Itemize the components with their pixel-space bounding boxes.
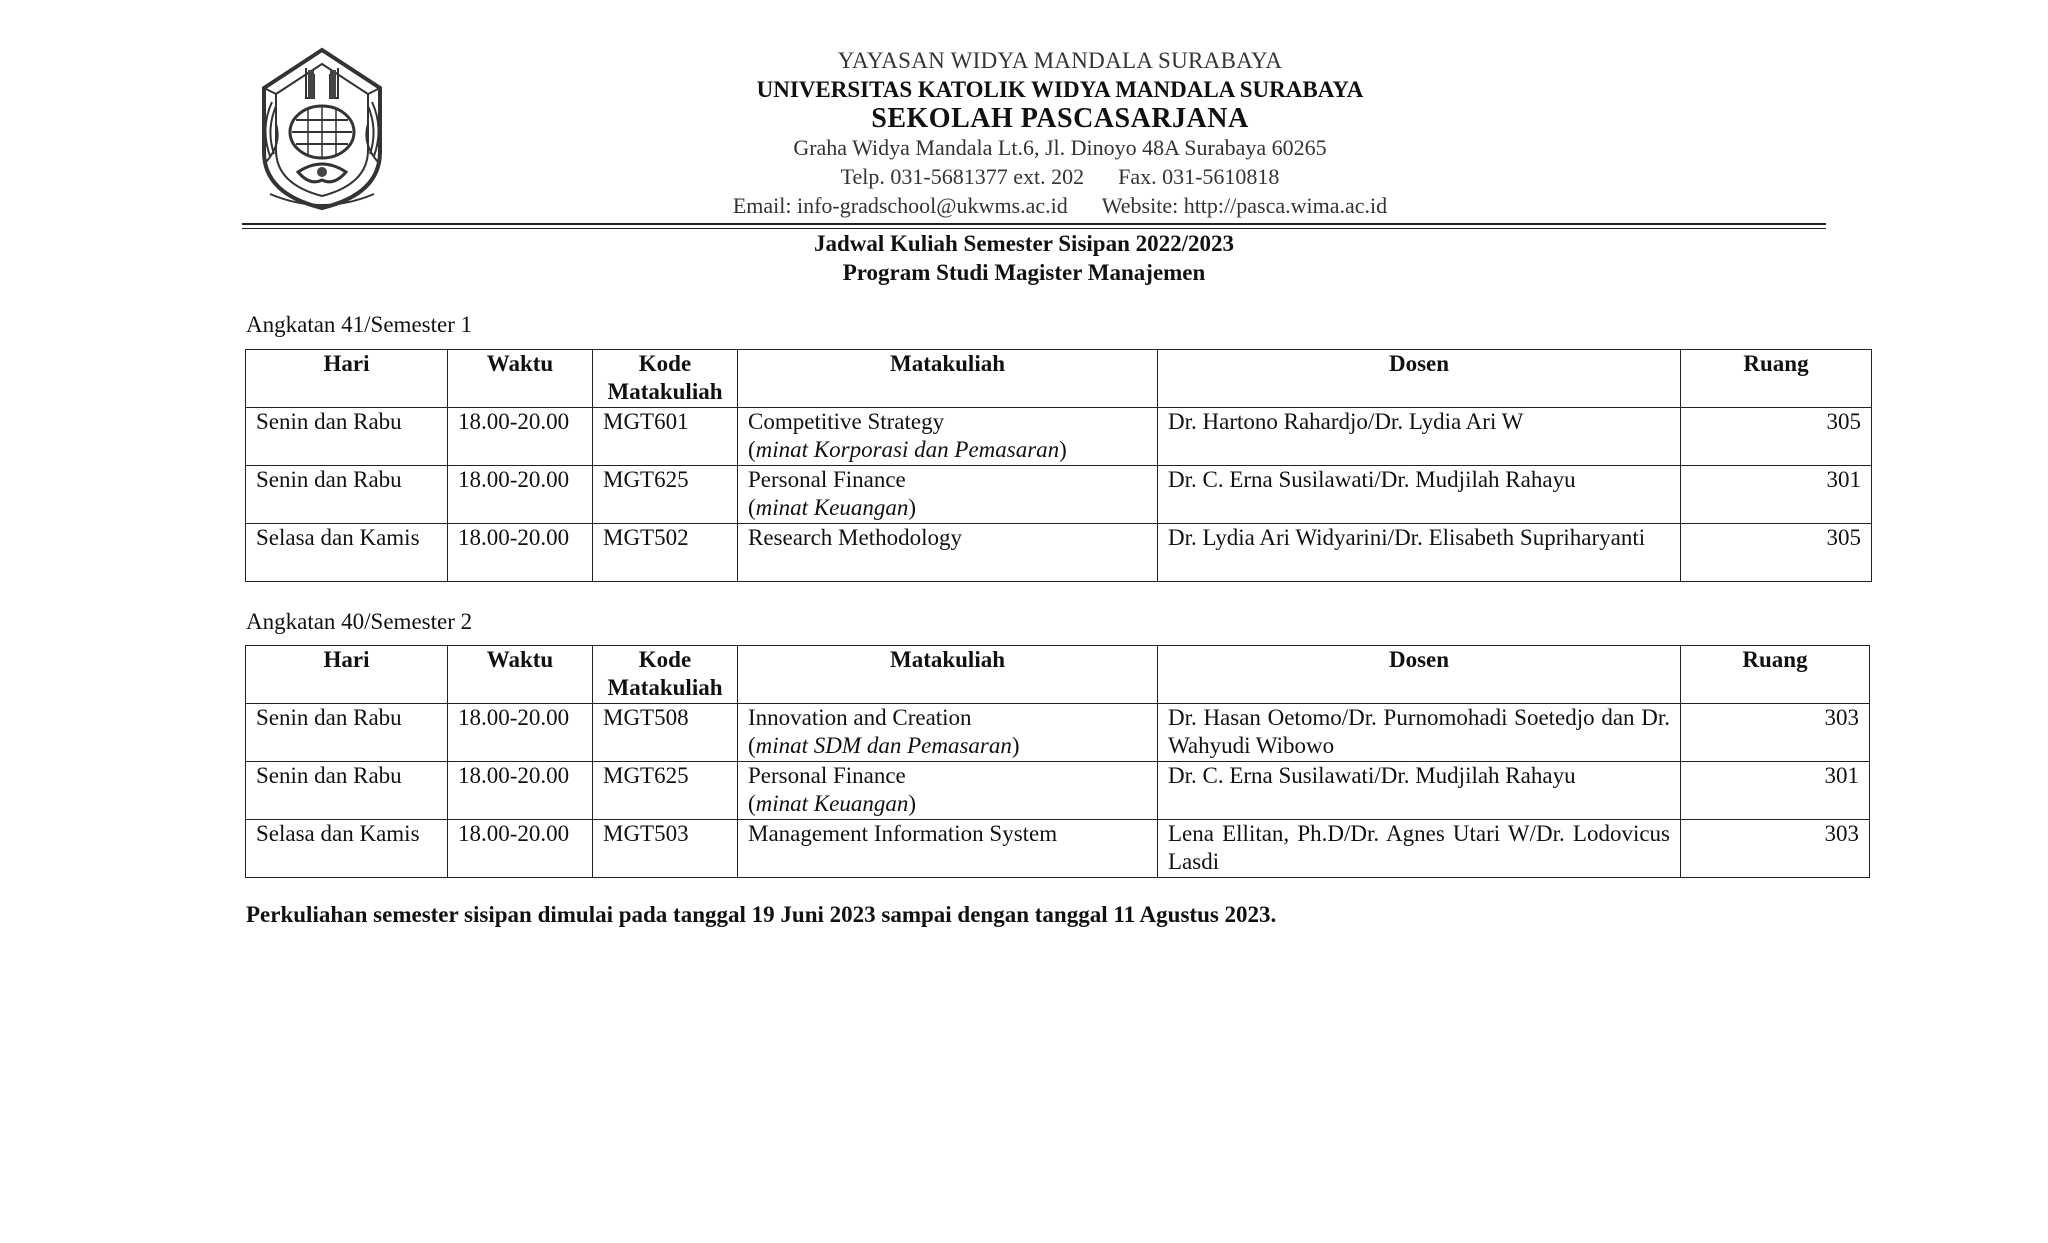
header-matakuliah: Matakuliah <box>738 646 1158 704</box>
cell-ruang: 301 <box>1681 466 1872 524</box>
cell-waktu: 18.00-20.00 <box>448 408 593 466</box>
table-row <box>246 820 1870 878</box>
cohort-label: Angkatan 41/Semester 1 <box>246 312 473 337</box>
cell-ruang: 301 <box>1681 762 1870 820</box>
cell-hari: Senin dan Rabu <box>246 408 448 466</box>
cell-dosen: Lena Ellitan, Ph.D/Dr. Agnes Utari W/Dr. Lodovicus Lasdi <box>1158 820 1681 878</box>
header-matakuliah: Matakuliah <box>738 350 1158 408</box>
document-heading <box>0 229 2048 287</box>
cell-kode: MGT508 <box>593 704 738 762</box>
header-ruang: Ruang <box>1681 646 1870 704</box>
cell-ruang: 303 <box>1681 704 1870 762</box>
header-dosen: Dosen <box>1158 350 1681 408</box>
cell-ruang: 305 <box>1681 408 1872 466</box>
header-hari: Hari <box>246 646 448 704</box>
cell-ruang: 303 <box>1681 820 1870 878</box>
cell-dosen: Dr. Hartono Rahardjo/Dr. Lydia Ari W <box>1158 408 1681 466</box>
cell-kode: MGT502 <box>593 524 738 582</box>
cell-waktu: 18.00-20.00 <box>448 820 593 878</box>
header-dosen: Dosen <box>1158 646 1681 704</box>
cell-kode: MGT503 <box>593 820 738 878</box>
email: Email: info-gradschool@ukwms.ac.id <box>732 193 1068 218</box>
university-seal-logo <box>242 44 402 214</box>
cell-matakuliah: Management Information System <box>738 820 1158 878</box>
cell-dosen: Dr. Hasan Oetomo/Dr. Purnomohadi Soetedjo dan Dr. Wahyudi Wibowo <box>1158 704 1681 762</box>
letterhead <box>660 46 1460 220</box>
cell-dosen: Dr. Lydia Ari Widyarini/Dr. Elisabeth Supriharyanti <box>1158 524 1681 582</box>
table-row <box>246 466 1872 524</box>
cell-matakuliah: Personal Finance (minat Keuangan) <box>738 466 1158 524</box>
header-kode: Kode Matakuliah <box>593 350 738 408</box>
course-specialization: minat SDM dan Pemasaran <box>755 733 1012 758</box>
table-row <box>246 762 1870 820</box>
cell-matakuliah: Personal Finance (minat Keuangan) <box>738 762 1158 820</box>
table-row <box>246 524 1872 582</box>
cell-hari: Senin dan Rabu <box>246 704 448 762</box>
table-header-row <box>246 350 1872 408</box>
document-subtitle: Program Studi Magister Manajemen <box>842 260 1206 285</box>
school-name: SEKOLAH PASCASARJANA <box>871 103 1249 134</box>
foundation-name: YAYASAN WIDYA MANDALA SURABAYA <box>837 48 1283 73</box>
cell-dosen: Dr. C. Erna Susilawati/Dr. Mudjilah Rahayu <box>1158 466 1681 524</box>
course-specialization: minat Keuangan <box>755 495 909 520</box>
header-ruang: Ruang <box>1681 350 1872 408</box>
cohort-label: Angkatan 40/Semester 2 <box>246 609 473 634</box>
cell-matakuliah: Competitive Strategy (minat Korporasi dan Pemasaran) <box>738 408 1158 466</box>
header-waktu: Waktu <box>448 350 593 408</box>
university-name: UNIVERSITAS KATOLIK WIDYA MANDALA SURABAYA <box>756 77 1364 102</box>
table-row <box>246 704 1870 762</box>
cell-hari: Selasa dan Kamis <box>246 820 448 878</box>
letterhead-divider <box>242 223 1826 225</box>
website: Website: http://pasca.wima.ac.id <box>1101 193 1388 218</box>
address: Graha Widya Mandala Lt.6, Jl. Dinoyo 48A Surabaya 60265 <box>793 135 1327 160</box>
header-waktu: Waktu <box>448 646 593 704</box>
cell-kode: MGT601 <box>593 408 738 466</box>
course-specialization: minat Keuangan <box>755 791 909 816</box>
header-hari: Hari <box>246 350 448 408</box>
schedule-table-cohort-40 <box>245 645 1870 878</box>
header-kode: Kode Matakuliah <box>593 646 738 704</box>
course-specialization: minat Korporasi dan Pemasaran <box>755 437 1060 462</box>
semester-period-note: Perkuliahan semester sisipan dimulai pada tanggal 19 Juni 2023 sampai dengan tanggal 11 Agustus 2023. <box>246 902 1277 927</box>
table-header-row <box>246 646 1870 704</box>
cell-matakuliah: Research Methodology <box>738 524 1158 582</box>
cell-hari: Senin dan Rabu <box>246 466 448 524</box>
cell-kode: MGT625 <box>593 466 738 524</box>
table-row <box>246 408 1872 466</box>
cell-waktu: 18.00-20.00 <box>448 466 593 524</box>
schedule-table-cohort-41 <box>245 349 1872 582</box>
document-title: Jadwal Kuliah Semester Sisipan 2022/2023 <box>813 231 1235 256</box>
cell-matakuliah: Innovation and Creation (minat SDM dan Pemasaran) <box>738 704 1158 762</box>
phone: Telp. 031-5681377 ext. 202 <box>840 164 1085 189</box>
cell-waktu: 18.00-20.00 <box>448 762 593 820</box>
cell-ruang: 305 <box>1681 524 1872 582</box>
cell-hari: Selasa dan Kamis <box>246 524 448 582</box>
cell-hari: Senin dan Rabu <box>246 762 448 820</box>
cell-waktu: 18.00-20.00 <box>448 524 593 582</box>
cell-waktu: 18.00-20.00 <box>448 704 593 762</box>
cell-kode: MGT625 <box>593 762 738 820</box>
contact-phone-fax <box>660 162 1460 191</box>
cell-dosen: Dr. C. Erna Susilawati/Dr. Mudjilah Rahayu <box>1158 762 1681 820</box>
fax: Fax. 031-5610818 <box>1118 164 1280 189</box>
contact-email-web <box>660 191 1460 220</box>
